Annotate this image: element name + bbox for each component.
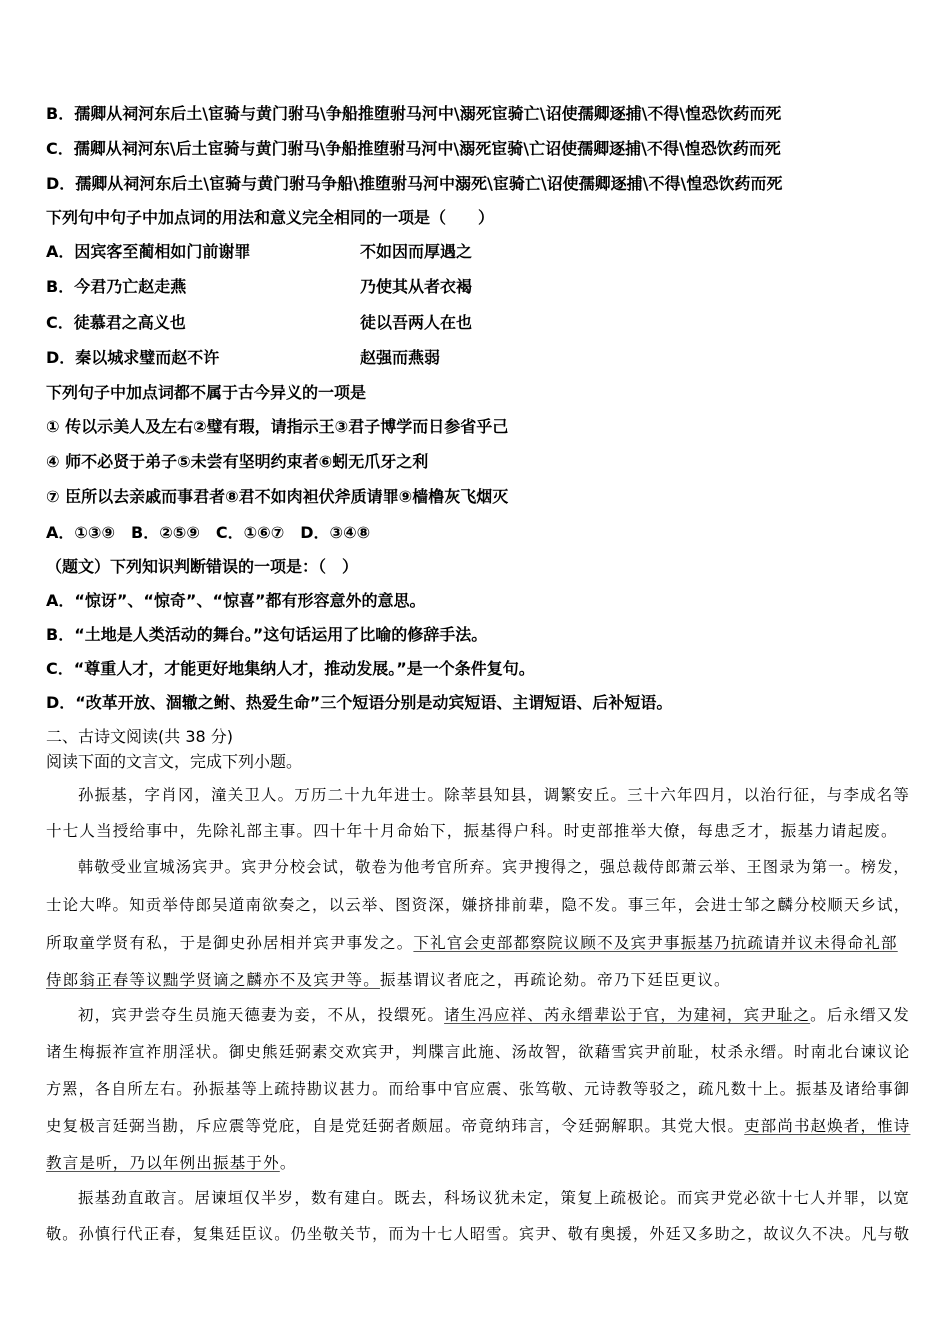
option-left-text: 今君乃亡赵走燕 xyxy=(74,277,187,296)
ancient-items-line-3: ⑦ 臣所以去亲戚而事君者⑧君不如肉袒伏斧质请罪⑨樯橹灰飞烟灭 xyxy=(46,487,509,506)
underlined-sentence: 侍郎翁正春等议黜学贤谪之麟亦不及宾尹等。 xyxy=(46,971,381,989)
passage-line: 士论大哗。知贡举侍郎吴道南欲奏之，以云举、图资深，嫌挤排前辈，隐不发。事三年，会进士邹之麟分校顺天乡试， xyxy=(46,896,911,914)
passage-line xyxy=(46,968,731,990)
ancient-items-line-1: ① 传以示美人及左右②璧有瑕，请指示王③君子博学而日参省乎己 xyxy=(46,417,509,436)
passage-line: 韩敬受业宣城汤宾尹。宾尹分校会试，敬卷为他考官所弃。宾尹搜得之，强总裁侍郎萧云举、王图录为第一。榜发， xyxy=(78,858,910,876)
section-title: 二、古诗文阅读(共 38 分) xyxy=(46,727,234,746)
usage-option-d xyxy=(46,345,219,368)
ancient-options: A．①③⑨ B．②⑤⑨ C．①⑥⑦ D．③④⑧ xyxy=(46,523,371,542)
underlined-sentence: 吏部尚书赵焕者，惟诗 xyxy=(744,1117,911,1135)
usage-option-c-right: 徒以吾两人在也 xyxy=(360,313,473,332)
passage-line: 敬。孙慎行代正春，复集廷臣议。仍坐敬关节，而为十七人昭雪。宾尹、敬有奥援，外廷又多助之，故议久不决。凡与敬 xyxy=(46,1225,911,1243)
knowledge-option-b: B．“土地是人类活动的舞台。”这句话运用了比喻的修辞手法。 xyxy=(46,625,488,644)
usage-option-d-right: 赵强而燕弱 xyxy=(360,348,441,367)
option-label: C． xyxy=(46,313,74,332)
ancient-items-line-2: ④ 师不必贤于弟子⑤未尝有坚明约束者⑥蚓无爪牙之利 xyxy=(46,452,429,471)
usage-option-a-right: 不如因而厚遇之 xyxy=(360,242,473,261)
question-stem-knowledge: （题文）下列知识判断错误的一项是：（ ） xyxy=(46,557,359,576)
option-left-text: 徒慕君之高义也 xyxy=(73,313,186,332)
passage-line: 诸生梅振祚宣祚朋淫状。御史熊廷弼素交欢宾尹，判牒言此施、汤故智，欲藉雪宾尹前耻，杖杀永缙。时南北台谏议论 xyxy=(46,1043,911,1061)
option-b-punctuation: B．孺卿从祠河东后土\宦骑与黄门驸马\争船推堕驸马河中\溺死宦骑亡\诏使孺卿逐捕\不得\惶恐饮药而死 xyxy=(46,104,782,123)
option-label: A． xyxy=(46,242,75,261)
option-d-punctuation: D．孺卿从祠河东后土\宦骑与黄门驸马争船\推堕驸马河中溺死\宦骑亡\诏使孺卿逐捕\不得\惶恐饮药而死 xyxy=(46,174,783,193)
usage-option-b-right: 乃使其从者衣褐 xyxy=(360,277,473,296)
question-stem-usage: 下列句中句子中加点词的用法和意义完全相同的一项是（ ） xyxy=(46,208,495,227)
passage-line: 孙振基，字肖冈，潼关卫人。万历二十九年进士。除莘县知县，调繁安丘。三十六年四月，以治行征，与李成名等 xyxy=(78,786,911,804)
usage-option-a xyxy=(46,239,250,262)
passage-text: 所取童学贤有私，于是御史孙居相并宾尹事发之。 xyxy=(46,934,414,952)
knowledge-option-d: D．“改革开放、涸辙之鲋、热爱生命”三个短语分别是动宾短语、主谓短语、后补短语。 xyxy=(46,693,673,712)
underlined-sentence: 教言是听，乃以年例出振基于外 xyxy=(46,1154,280,1172)
option-label: B． xyxy=(46,277,75,296)
passage-line: 方罴，各自所左右。孙振基等上疏持勘议甚力。而给事中官应震、张笃敬、元诗教等驳之，疏凡数十上。振基及诸给事御 xyxy=(46,1080,911,1098)
knowledge-option-c: C．“尊重人才，才能更好地集纳人才，推动发展。”是一个条件复句。 xyxy=(46,659,535,678)
section-instruction: 阅读下面的文言文，完成下列小题。 xyxy=(46,752,303,771)
usage-option-b xyxy=(46,274,186,297)
passage-line xyxy=(46,931,898,953)
passage-text: 振基谓议者庇之，再疏论劾。帝乃下廷臣更议。 xyxy=(380,971,731,989)
option-label: D． xyxy=(46,348,76,367)
passage-line: 十七人当授给事中，先除礼部主事。四十年十月命始下，振基得户科。时吏部推举大僚，每患乏才，振基力请起废。 xyxy=(46,822,898,840)
passage-line: 振基劲直敢言。居谏垣仅半岁，数有建白。既去，科场议犹未定，策复上疏极论。而宾尹党必欲十七人并罪，以宽 xyxy=(78,1189,911,1207)
passage-line xyxy=(78,1003,910,1025)
passage-text: 史复极言廷弼当勘，斥应震等党庇，自是党廷弼者颇屈。帝竟纳玮言，令廷弼解职。其党大恨。 xyxy=(46,1117,745,1135)
passage-line xyxy=(46,1151,297,1173)
option-c-punctuation: C．孺卿从祠河东\后土宦骑与黄门驸马\争船推堕驸马河中\溺死宦骑\亡诏使孺卿逐捕\不得\惶恐饮药而死 xyxy=(46,139,781,158)
passage-line xyxy=(46,1114,910,1136)
passage-text: 。 xyxy=(279,1154,297,1172)
knowledge-option-a: A．“惊讶”、“惊奇”、“惊喜”都有形容意外的意思。 xyxy=(46,591,426,610)
question-stem-ancient: 下列句子中加点词都不属于古今异义的一项是 xyxy=(46,383,367,402)
underlined-sentence: 诸生冯应祥、芮永缙辈讼于官，为建祠，宾尹耻之 xyxy=(444,1006,811,1024)
usage-option-c xyxy=(46,310,186,333)
underlined-sentence: 下礼官会吏部都察院议顾不及宾尹事振基乃抗疏请并议未得命礼部 xyxy=(413,934,898,952)
option-left-text: 秦以城求璧而赵不许 xyxy=(75,348,220,367)
option-left-text: 因宾客至蔺相如门前谢罪 xyxy=(74,242,251,261)
passage-text: 。后永缙又发 xyxy=(810,1006,911,1024)
passage-text: 初，宾尹尝夺生员施天德妻为妾，不从，投缳死。 xyxy=(78,1006,445,1024)
